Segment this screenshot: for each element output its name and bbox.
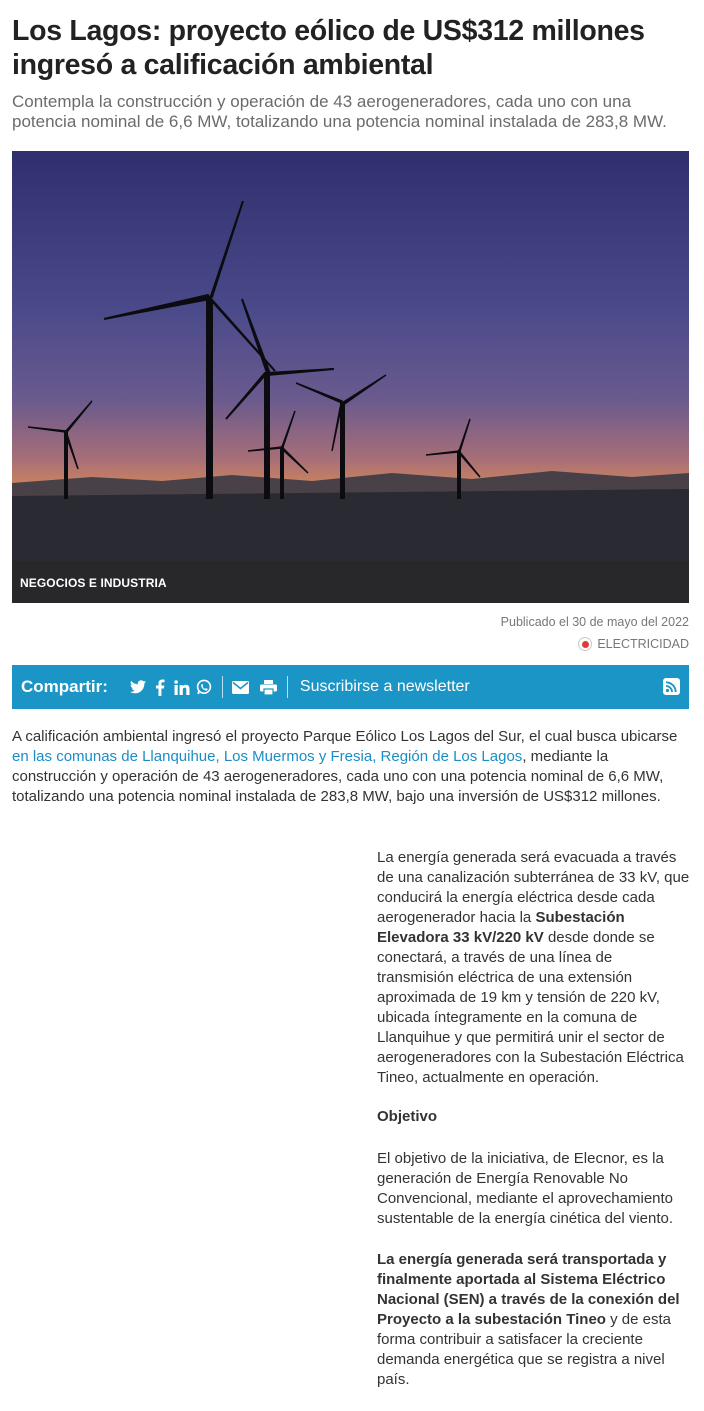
image-caption[interactable]: NEGOCIOS E INDUSTRIA [20,576,167,590]
publish-date: Publicado el 30 de mayo del 2022 [500,615,689,629]
rss-icon[interactable] [663,678,680,695]
location-link[interactable]: en las comunas de Llanquihue, Los Muermos y Fresia, Región de Los Lagos [12,748,523,765]
evacuation-text-a: La energía generada será evacuada a través de una canalización subterránea de 33 kV, que conducirá la energía eléctrica desde cada aerogenerador hacia la [377,849,690,926]
category-tag[interactable] [578,635,689,653]
separator [287,676,288,698]
newsletter-link[interactable]: Suscribirse a newsletter [299,678,470,695]
paragraph-intro [12,727,689,807]
email-icon[interactable] [230,676,252,698]
facebook-icon[interactable] [149,676,171,698]
article-title: Los Lagos: proyecto eólico de US$312 millones ingresó a calificación ambiental [12,15,645,81]
whatsapp-icon[interactable] [193,676,215,698]
share-icons [127,676,295,698]
sen-text: y de esta forma contribuir a satisfacer la creciente demanda energética que se registra a nivel país. [377,1311,672,1388]
article-lead: Contempla la construcción y operación de 43 aerogeneradores, cada uno con una potencia nominal de 6,6 MW, totalizando una potencia nominal instalada de 283,8 MW. [12,92,667,131]
linkedin-icon[interactable] [171,676,193,698]
print-icon[interactable] [258,676,280,698]
category-label[interactable]: ELECTRICIDAD [597,637,689,651]
category-dot-icon [578,637,592,651]
share-bar [12,665,689,709]
share-label: Compartir: [21,677,108,696]
separator [222,676,223,698]
evacuation-text-b: desde donde se conectará, a través de una línea de transmisión eléctrica de una extensión aproximada de 19 km y tensión de 220 kV, ubicada íntegramente en la comuna de Llanquihue y que permitirá unir el sector de aerogeneradores con la Subestación Eléctrica Tineo, actualmente en operación. [377,929,684,1086]
twitter-icon[interactable] [127,676,149,698]
paragraph-evacuation [377,848,692,1088]
intro-text-b: , mediante la construcción y operación de 43 aerogeneradores, cada uno con una potencia nominal de 6,6 MW, totalizando una potencia nominal instalada de 283,8 MW, bajo una inversión de US$312 millones. [12,748,664,805]
section-heading-objetivo: Objetivo [377,1108,438,1125]
substation-bold: Subestación Elevadora 33 kV/220 kV [377,909,625,946]
wind-turbines-sunset-photo [12,151,689,603]
image-caption-bar [12,561,689,603]
sen-bold: La energía generada será transportada y finalmente aportada al Sistema Eléctrico Nacional (SEN) a través de la conexión del Proyecto a la subestación Tineo [377,1251,680,1328]
hero-image [12,151,689,603]
paragraph-objective: El objetivo de la iniciativa, de Elecnor, es la generación de Energía Renovable No Convencional, mediante el aprovechamiento sustentable de la energía cinética del viento. [377,1150,674,1227]
intro-text-a: A calificación ambiental ingresó el proyecto Parque Eólico Los Lagos del Sur, el cual busca ubicarse [12,728,678,745]
paragraph-sen [377,1250,692,1390]
